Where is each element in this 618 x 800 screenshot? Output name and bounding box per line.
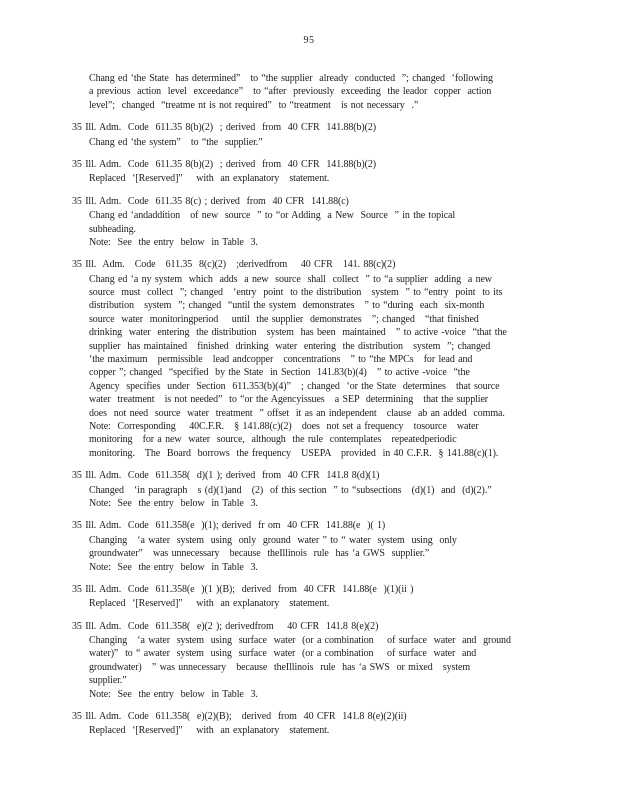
text-line: groundwater) ” was unnecessary because theIllinois rule has ‘a SWS or mixed system [89,661,471,673]
text-line: Chang ed ‘the system” to “the supplier.” [89,136,263,148]
section-heading [72,469,547,483]
text-line: supplier.” [89,675,127,687]
text-line: Changing ‘a water system using surface water (or a combination of surface water and ground [89,635,511,647]
paragraph [72,484,547,511]
text-line: does not need source water treatment ” offset it as an independent clause ab an added comma. [89,407,505,419]
paragraph [72,136,547,149]
text-line: Chang ed ‘the State has determined” to “the supplier already conducted ”; changed ‘following [89,73,493,84]
text-line: copper ”; changed “specified by the State in Section 141.83(b)(4) ” to active -voice “the [89,367,470,379]
section-heading-text: 35 Ill. Adm. Code 611.358( d)(1 ); derived from 40 CFR 141.8 8(d)(1) [72,469,406,483]
section-heading-text: 35 Ill. Adm. Code 611.35 8(c) ; derived from 40 CFR 141.88(c) [72,195,376,209]
text-line: distribution system ”; changed “until the system demonstrates ” to “during each six-month [89,300,485,312]
text-line: Note: See the entry below in Table 3. [89,688,258,700]
section-heading [72,519,547,533]
paragraph [72,172,547,185]
section-heading [72,158,547,172]
document-body [72,72,547,738]
text-line: supplier has maintained finished drinking water entering the distribution system ”; changed [89,340,491,352]
text-line: monitoring. The Board borrows the frequency USEPA provided in 40 C.F.R. § 141.88(c)(1). [89,447,499,459]
section-heading [72,710,547,724]
section-heading [72,583,547,597]
text-line: Agency specifies under Section 611.353(b)(4)” ; changed ‘or the State determines that source [89,380,500,392]
section-heading [72,258,547,272]
text-line: Chang ed ‘a ny system which adds a new source shall collect ” to “a supplier adding a new [89,273,492,285]
text-line: monitoring for a new water source, although the rule contemplates repeatedperiodic [89,434,457,446]
text-line: Note: See the entry below in Table 3. [89,561,258,573]
text-line: groundwater” was unnecessary because theIllinois rule has ‘a GWS supplier.” [89,548,430,560]
text-line: Chang ed ‘andaddition of new source ” to “or Adding a New Source ” in the topical [89,210,456,222]
paragraph [72,72,547,112]
section-heading [72,195,547,209]
text-line: Changing ‘a water system using only ground water ” to “ water system using only [89,534,457,546]
text-line: level”; changed “treatme nt is not required” to “treatment is not necessary .” [89,99,419,111]
text-line: Note: See the entry below in Table 3. [89,236,258,248]
section-heading-text: 35 Ill. Adm. Code 611.35 8(b)(2) ; derived from 40 CFR 141.88(b)(2) [72,121,403,135]
text-line: Changed ‘in paragraph s (d)(1)and (2) of this section ” to “subsections (d)(1) and (d)(2).” [89,484,492,496]
paragraph [72,273,547,460]
section-heading-text: 35 Ill. Adm. Code 611.358(e )(1 )(B); derived from 40 CFR 141.88(e )(1)(ii ) [72,583,414,595]
text-line: Note: Corresponding 40C.F.R. § 141.88(c)(2) does not set a frequency tosource water [89,420,479,432]
text-line: subheading. [89,223,136,235]
paragraph [72,634,547,701]
section-heading-text: 35 Ill. Adm. Code 611.35 8(c)(2) ;derivedfrom 40 CFR 141. 88(c)(2) [72,259,396,271]
text-line: source water monitoringperiod until the supplier demonstrates ”; changed “that finished [89,313,479,325]
section-heading-text: 35 Ill. Adm. Code 611.358( e)(2 ); derivedfrom 40 CFR 141.8 8(e)(2) [72,620,405,634]
text-line: Note: See the entry below in Table 3. [89,497,258,509]
section-heading-text: 35 Ill. Adm. Code 611.358( e)(2)(B); derived from 40 CFR 141.8 8(e)(2)(ii) [72,711,407,723]
section-heading [72,121,547,135]
text-line: drinking water entering the distribution system has been maintained ” to active -voice “that the [89,327,507,339]
page-number: 95 [303,35,315,46]
text-line: Replaced ‘[Reserved]” with an explanatory statement. [89,173,330,185]
text-line: water)” to “ awater system using surface water (or a combination of surface water and [89,648,477,660]
paragraph [72,724,547,737]
paragraph [72,209,547,249]
paragraph [72,534,547,574]
text-line: water treatment is not needed” to “or the Agencyissues a SEP determining that the supplier [89,394,489,406]
text-line: Replaced ‘[Reserved]” with an explanatory statement. [89,598,330,610]
section-heading-text: 35 Ill. Adm. Code 611.358(e )(1); derived fr om 40 CFR 141.88(e )( 1) [72,519,412,533]
text-line: source must collect ”; changed ‘entry point to the distribution system ” to “entry point to its [89,287,503,299]
text-line: a previous action level exceedance” to “after previously exceeding the leador copper action [89,86,492,98]
section-heading [72,620,547,634]
section-heading-text: 35 Ill. Adm. Code 611.35 8(b)(2) ; derived from 40 CFR 141.88(b)(2) [72,158,403,172]
text-line: Replaced ‘[Reserved]” with an explanatory statement. [89,725,330,737]
paragraph [72,597,547,610]
text-line: ‘the maximum permissible lead andcopper concentrations ” to “the MPCs for lead and [89,354,473,366]
